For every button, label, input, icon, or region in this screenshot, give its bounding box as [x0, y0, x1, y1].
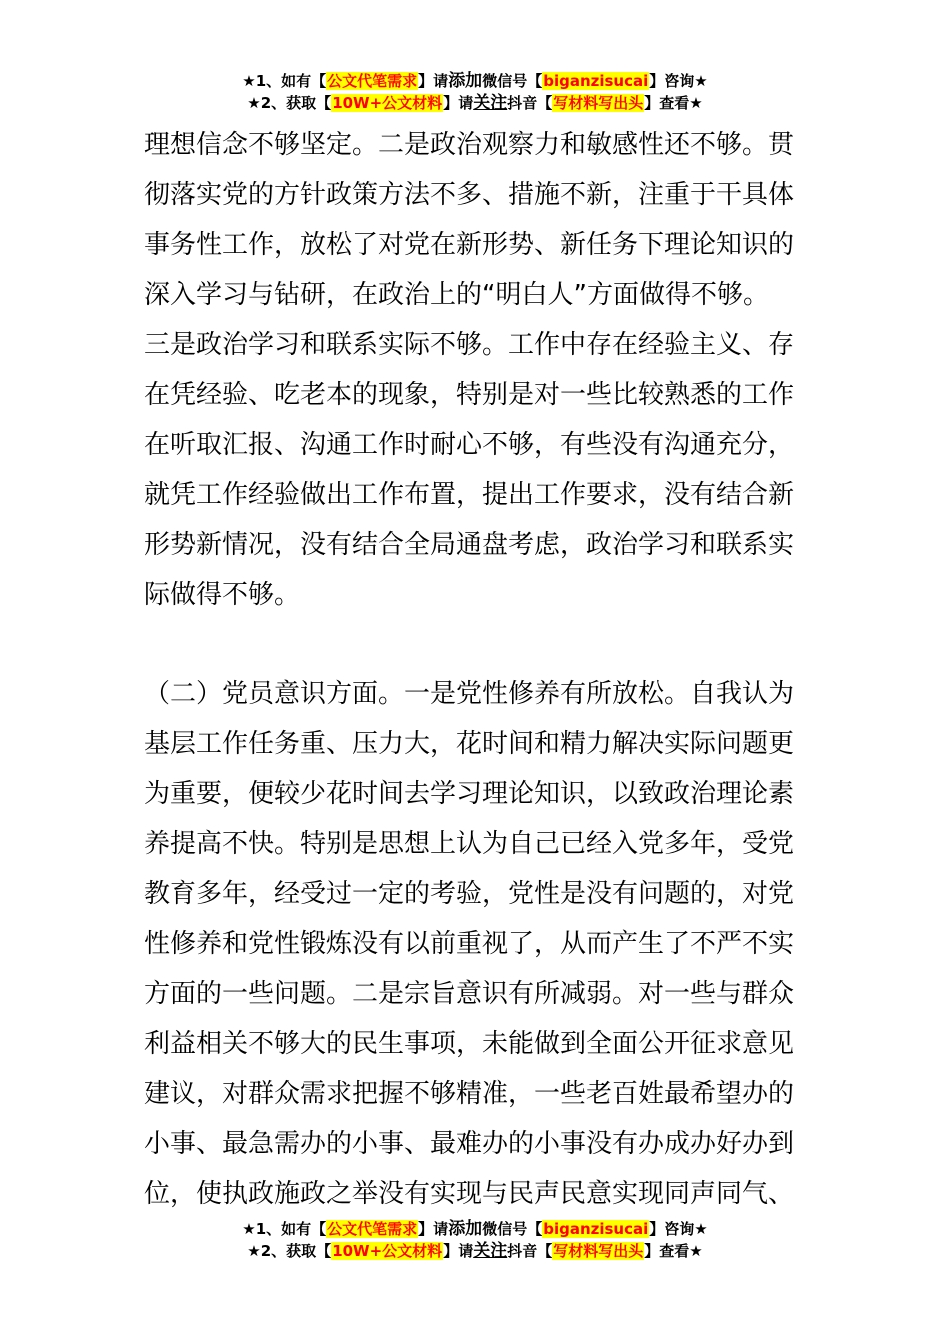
promo-emphasis: 添加: [448, 1219, 483, 1239]
promo-highlight: 公文代笔需求: [327, 72, 418, 90]
promo-text: 】咨询★: [649, 72, 708, 90]
text-line: 小事、最急需办的小事、最难办的小事没有办成办好办到: [144, 1129, 795, 1159]
promo-text: 微信号【: [482, 1220, 543, 1238]
promo-text: 】请: [443, 1242, 474, 1260]
promo-text: 】请: [418, 1220, 449, 1238]
body-paragraph-1: [144, 120, 806, 620]
header-promo: [0, 70, 950, 114]
text-line: 基层工作任务重、压力大，花时间和精力解决实际问题更: [144, 729, 795, 759]
text-line: 深入学习与钻研，在政治上的“明白人”方面做得不够。: [144, 280, 769, 310]
text-line: 性修养和党性锻炼没有以前重视了，从而产生了不严不实: [144, 929, 795, 959]
promo-line-2: [0, 92, 950, 114]
promo-highlight: 写材料写出头: [553, 1242, 644, 1260]
promo-text: ★2、获取【: [247, 94, 332, 112]
text-line: 利益相关不够大的民生事项，未能做到全面公开征求意见: [144, 1029, 795, 1059]
text-line: 建议，对群众需求把握不够精准，一些老百姓最希望办的: [144, 1079, 795, 1109]
promo-text: ★1、如有【: [242, 72, 327, 90]
promo-highlight: 10W+公文材料: [332, 1242, 443, 1260]
promo-text: 】咨询★: [649, 1220, 708, 1238]
text-line: 际做得不够。: [144, 580, 301, 610]
promo-text: 抖音【: [507, 1242, 553, 1260]
promo-emphasis: 关注: [473, 93, 508, 113]
body-paragraph-2: [144, 669, 806, 1219]
promo-highlight: 公文代笔需求: [327, 1220, 418, 1238]
promo-text: ★2、获取【: [247, 1242, 332, 1260]
text-line: 形势新情况，没有结合全局通盘考虑，政治学习和联系实: [144, 530, 795, 560]
promo-emphasis: 添加: [448, 71, 483, 91]
promo-line-1: [0, 1218, 950, 1240]
promo-text: 】查看★: [644, 94, 703, 112]
text-line: 就凭工作经验做出工作布置，提出工作要求，没有结合新: [144, 480, 795, 510]
promo-line-2: [0, 1240, 950, 1262]
promo-text: 抖音【: [507, 94, 553, 112]
promo-text: 】请: [443, 94, 474, 112]
text-line: 为重要，便较少花时间去学习理论知识，以致政治理论素: [144, 779, 795, 809]
text-line: 理想信念不够坚定。二是政治观察力和敏感性还不够。贯: [144, 130, 795, 160]
text-line: 在听取汇报、沟通工作时耐心不够，有些没有沟通充分，: [144, 430, 795, 460]
promo-highlight: biganzisucai: [543, 1220, 649, 1238]
promo-text: ★1、如有【: [242, 1220, 327, 1238]
promo-emphasis: 关注: [473, 1241, 508, 1261]
text-line: 位，使执政施政之举没有实现与民声民意实现同声同气、: [144, 1179, 795, 1209]
text-line: 养提高不快。特别是思想上认为自己已经入党多年，受党: [144, 829, 795, 859]
promo-text: 微信号【: [482, 72, 543, 90]
text-line: 方面的一些问题。二是宗旨意识有所减弱。对一些与群众: [144, 979, 795, 1009]
text-line: 彻落实党的方针政策方法不多、措施不新，注重于干具体: [144, 180, 795, 210]
promo-highlight: biganzisucai: [543, 72, 649, 90]
footer-promo: [0, 1218, 950, 1262]
text-line: 事务性工作，放松了对党在新形势、新任务下理论知识的: [144, 230, 795, 260]
promo-text: 】查看★: [644, 1242, 703, 1260]
promo-highlight: 写材料写出头: [553, 94, 644, 112]
text-line: （二）党员意识方面。一是党性修养有所放松。自我认为: [144, 679, 795, 709]
promo-highlight: 10W+公文材料: [332, 94, 443, 112]
promo-line-1: [0, 70, 950, 92]
text-line: 在凭经验、吃老本的现象，特别是对一些比较熟悉的工作: [144, 380, 795, 410]
text-line: 教育多年，经受过一定的考验，党性是没有问题的，对党: [144, 879, 795, 909]
text-line: 三是政治学习和联系实际不够。工作中存在经验主义、存: [144, 330, 795, 360]
promo-text: 】请: [418, 72, 449, 90]
